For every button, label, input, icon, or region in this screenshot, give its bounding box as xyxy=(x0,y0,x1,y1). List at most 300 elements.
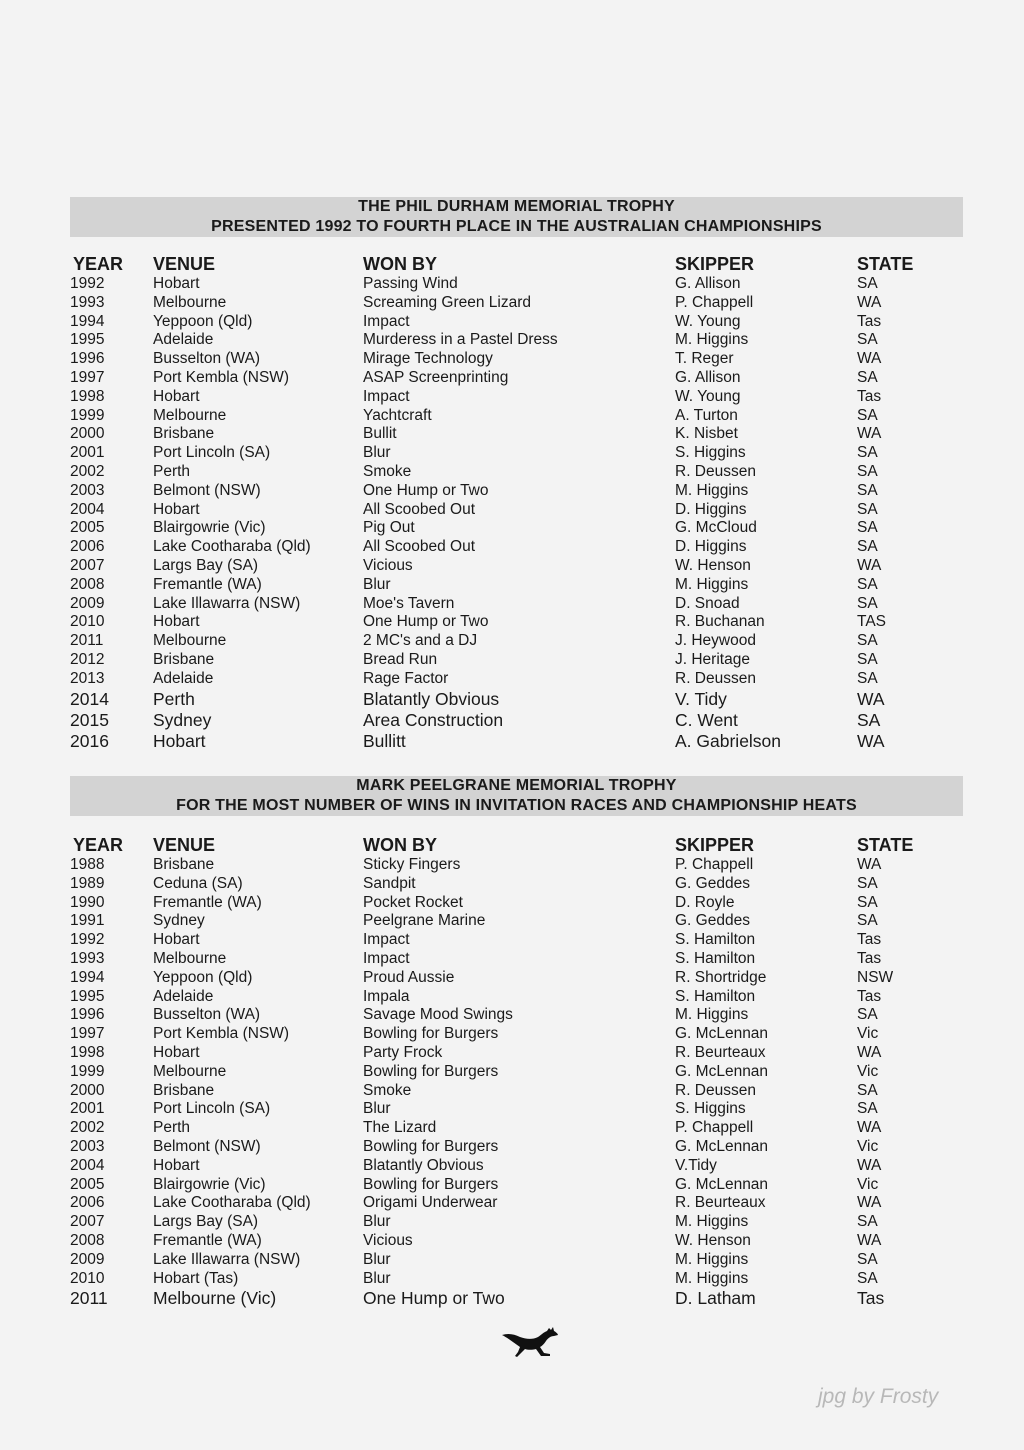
cell-year: 1993 xyxy=(70,293,105,311)
cell-year: 2004 xyxy=(70,1156,105,1174)
cell-venue: Melbourne (Vic) xyxy=(153,1288,277,1309)
cell-won-by: Mirage Technology xyxy=(363,350,493,368)
cell-year: 2003 xyxy=(70,1137,105,1155)
cell-state: SA xyxy=(857,462,878,480)
cell-state: SA xyxy=(857,406,878,424)
table-row xyxy=(70,407,966,426)
cell-venue: Melbourne xyxy=(153,632,227,650)
cell-year: 2006 xyxy=(70,1194,105,1212)
table-row xyxy=(70,313,966,332)
cell-year: 2006 xyxy=(70,538,105,556)
cell-skipper: J. Heywood xyxy=(675,632,756,650)
table-row xyxy=(70,350,966,369)
cell-venue: Perth xyxy=(153,1119,191,1137)
cell-won-by: Blur xyxy=(363,1213,391,1231)
cell-state: Vic xyxy=(857,1025,879,1043)
cell-skipper: P. Chappell xyxy=(675,1119,754,1137)
header-venue: VENUE xyxy=(153,254,216,274)
cell-won-by: Smoke xyxy=(363,1081,412,1099)
cell-year: 1993 xyxy=(70,949,105,967)
cell-year: 1995 xyxy=(70,987,105,1005)
cell-won-by: Proud Aussie xyxy=(363,968,455,986)
cell-year: 1994 xyxy=(70,968,105,986)
cell-won-by: Bread Run xyxy=(363,650,438,668)
cell-venue: Hobart xyxy=(153,730,206,751)
cell-skipper: M. Higgins xyxy=(675,1269,749,1287)
cell-won-by: Blur xyxy=(363,1269,391,1287)
trophy-title: THE PHIL DURHAM MEMORIAL TROPHY xyxy=(358,198,675,215)
table-row xyxy=(70,275,966,294)
cell-won-by: Bowling for Burgers xyxy=(363,1025,499,1043)
cell-won-by: Blur xyxy=(363,575,391,593)
cell-state: SA xyxy=(857,874,878,892)
cell-skipper: M. Higgins xyxy=(675,481,749,499)
table-row xyxy=(70,331,966,350)
table-row xyxy=(70,1157,966,1176)
cell-venue: Brisbane xyxy=(153,1081,215,1099)
table-row xyxy=(70,1100,966,1119)
table-row xyxy=(70,1044,966,1063)
cell-year: 1996 xyxy=(70,1006,105,1024)
cell-venue: Melbourne xyxy=(153,293,227,311)
table-row xyxy=(70,1025,966,1044)
cell-venue: Port Lincoln (SA) xyxy=(153,1100,271,1118)
cell-skipper: S. Hamilton xyxy=(675,931,756,949)
cell-skipper: D. Latham xyxy=(675,1288,756,1309)
table-row xyxy=(70,969,966,988)
cell-won-by: ASAP Screenprinting xyxy=(363,368,509,386)
cell-year: 2011 xyxy=(70,632,104,650)
cell-state: WA xyxy=(857,688,885,709)
cell-venue: Hobart xyxy=(153,275,200,292)
cell-won-by: Blatantly Obvious xyxy=(363,688,500,709)
cell-state: SA xyxy=(857,1100,878,1118)
cell-skipper: R. Beurteaux xyxy=(675,1194,766,1212)
cell-skipper: G. McCloud xyxy=(675,519,757,537)
cell-state: SA xyxy=(857,444,878,462)
cell-state: SA xyxy=(857,500,878,518)
cell-year: 1988 xyxy=(70,856,105,873)
table-row xyxy=(70,1082,966,1101)
cell-venue: Port Kembla (NSW) xyxy=(153,368,290,386)
cell-skipper: R. Beurteaux xyxy=(675,1043,766,1061)
cell-state: WA xyxy=(857,856,882,873)
cell-skipper: A. Turton xyxy=(675,406,738,424)
cell-year: 2009 xyxy=(70,1250,105,1268)
cell-venue: Adelaide xyxy=(153,669,214,687)
cell-won-by: Pig Out xyxy=(363,519,415,537)
cell-state: SA xyxy=(857,368,878,386)
cell-year: 1999 xyxy=(70,406,105,424)
cell-skipper: G. McLennan xyxy=(675,1025,769,1043)
cell-state: SA xyxy=(857,632,878,650)
cell-year: 2016 xyxy=(70,730,109,751)
cell-venue: Hobart xyxy=(153,1043,200,1061)
cell-venue: Belmont (NSW) xyxy=(153,1137,261,1155)
winners-table xyxy=(70,253,966,752)
header-state: STATE xyxy=(857,835,914,855)
table-row xyxy=(70,1063,966,1082)
header-state: STATE xyxy=(857,254,914,274)
cell-won-by: One Hump or Two xyxy=(363,481,489,499)
header-skipper: SKIPPER xyxy=(675,254,755,274)
cell-skipper: W. Young xyxy=(675,312,741,330)
cell-state: WA xyxy=(857,556,882,574)
table-row xyxy=(70,1176,966,1195)
cell-venue: Sydney xyxy=(153,912,205,930)
table-row xyxy=(70,519,966,538)
cell-year: 1989 xyxy=(70,874,105,892)
table-row xyxy=(70,557,966,576)
table-row xyxy=(70,1006,966,1025)
cell-state: WA xyxy=(857,293,882,311)
trophy-title: MARK PEELGRANE MEMORIAL TROPHY xyxy=(356,777,677,794)
mark-peelgrane-trophy-section xyxy=(70,776,963,1309)
cell-state: NSW xyxy=(857,968,894,986)
cell-state: SA xyxy=(857,1269,878,1287)
cell-skipper: M. Higgins xyxy=(675,1213,749,1231)
cell-won-by: Vicious xyxy=(363,1231,413,1249)
cell-skipper: G. McLennan xyxy=(675,1175,769,1193)
cell-skipper: K. Nisbet xyxy=(675,425,738,443)
cell-year: 2001 xyxy=(70,444,105,462)
cell-won-by: Moe's Tavern xyxy=(363,594,455,612)
cell-won-by: One Hump or Two xyxy=(363,613,489,631)
cell-venue: Port Lincoln (SA) xyxy=(153,444,271,462)
header-skipper: SKIPPER xyxy=(675,835,755,855)
table-header-row xyxy=(70,253,966,275)
cell-state: SA xyxy=(857,1006,878,1024)
cell-venue: Belmont (NSW) xyxy=(153,481,261,499)
cell-skipper: V.Tidy xyxy=(675,1156,717,1174)
cell-state: Tas xyxy=(857,387,882,405)
table-row xyxy=(70,463,966,482)
cell-skipper: R. Deussen xyxy=(675,1081,756,1099)
cell-won-by: Bullitt xyxy=(363,730,406,751)
cell-venue: Blairgowrie (Vic) xyxy=(153,1175,266,1193)
photo-credit: jpg by Frosty xyxy=(818,1385,939,1408)
cell-year: 2005 xyxy=(70,1175,105,1193)
cell-state: SA xyxy=(857,650,878,668)
cell-state: WA xyxy=(857,1156,882,1174)
cell-won-by: All Scoobed Out xyxy=(363,538,476,556)
cell-venue: Adelaide xyxy=(153,331,214,349)
cell-skipper: D. Higgins xyxy=(675,500,747,518)
cell-won-by: Yachtcraft xyxy=(363,406,432,424)
cell-won-by: Rage Factor xyxy=(363,669,449,687)
cell-state: Tas xyxy=(857,949,882,967)
table-row xyxy=(70,388,966,407)
cell-won-by: Screaming Green Lizard xyxy=(363,293,531,311)
table-row xyxy=(70,1119,966,1138)
cell-venue: Lake Cootharaba (Qld) xyxy=(153,1194,311,1212)
cell-year: 2010 xyxy=(70,613,105,631)
cell-year: 1992 xyxy=(70,931,105,949)
cell-state: SA xyxy=(857,575,878,593)
cell-venue: Ceduna (SA) xyxy=(153,874,243,892)
cell-won-by: Bullit xyxy=(363,425,397,443)
cell-year: 1995 xyxy=(70,331,105,349)
cell-state: SA xyxy=(857,893,878,911)
cell-year: 2001 xyxy=(70,1100,105,1118)
cell-skipper: C. Went xyxy=(675,709,738,730)
cell-won-by: Vicious xyxy=(363,556,413,574)
cell-state: WA xyxy=(857,1119,882,1137)
cell-won-by: Impact xyxy=(363,949,410,967)
cell-venue: Yeppoon (Qld) xyxy=(153,312,253,330)
cell-state: Vic xyxy=(857,1175,879,1193)
cell-year: 1998 xyxy=(70,387,105,405)
cell-skipper: M. Higgins xyxy=(675,575,749,593)
cell-venue: Perth xyxy=(153,462,191,480)
table-row xyxy=(70,1232,966,1251)
cell-skipper: A. Gabrielson xyxy=(675,730,782,751)
cell-won-by: Blur xyxy=(363,444,391,462)
cell-venue: Perth xyxy=(153,688,195,709)
cell-state: Vic xyxy=(857,1137,879,1155)
cell-won-by: Impact xyxy=(363,387,410,405)
header-venue: VENUE xyxy=(153,835,216,855)
cell-won-by: Blur xyxy=(363,1100,391,1118)
cell-venue: Fremantle (WA) xyxy=(153,893,262,911)
cell-venue: Melbourne xyxy=(153,949,227,967)
cell-venue: Busselton (WA) xyxy=(153,350,261,368)
cell-venue: Adelaide xyxy=(153,987,214,1005)
cell-year: 2002 xyxy=(70,1119,105,1137)
table-row xyxy=(70,988,966,1007)
table-row xyxy=(70,875,966,894)
table-row xyxy=(70,1288,966,1309)
cell-venue: Yeppoon (Qld) xyxy=(153,968,253,986)
cell-skipper: D. Higgins xyxy=(675,538,747,556)
cell-skipper: P. Chappell xyxy=(675,293,754,311)
cell-venue: Hobart xyxy=(153,500,200,518)
table-row xyxy=(70,1138,966,1157)
cell-year: 2008 xyxy=(70,1231,105,1249)
cell-venue: Lake Illawarra (NSW) xyxy=(153,594,301,612)
cell-venue: Brisbane xyxy=(153,650,215,668)
table-row xyxy=(70,710,966,731)
cell-state: SA xyxy=(857,709,881,730)
table-row xyxy=(70,595,966,614)
cell-state: Tas xyxy=(857,987,882,1005)
table-row xyxy=(70,1194,966,1213)
cell-skipper: W. Henson xyxy=(675,1231,751,1249)
cell-skipper: V. Tidy xyxy=(675,688,727,709)
cell-venue: Largs Bay (SA) xyxy=(153,556,259,574)
table-row xyxy=(70,689,966,710)
trophy-subtitle: FOR THE MOST NUMBER OF WINS IN INVITATION RACES AND CHAMPIONSHIP HEATS xyxy=(176,797,857,814)
cell-skipper: G. Geddes xyxy=(675,874,750,892)
cell-year: 1997 xyxy=(70,368,105,386)
cell-skipper: J. Heritage xyxy=(675,650,750,668)
cell-state: TAS xyxy=(857,613,886,631)
cell-skipper: M. Higgins xyxy=(675,1006,749,1024)
cell-skipper: G. McLennan xyxy=(675,1062,769,1080)
table-row xyxy=(70,482,966,501)
table-row xyxy=(70,931,966,950)
cell-venue: Lake Illawarra (NSW) xyxy=(153,1250,301,1268)
cell-won-by: Sticky Fingers xyxy=(363,856,461,873)
cell-state: SA xyxy=(857,912,878,930)
cell-skipper: T. Reger xyxy=(675,350,734,368)
cell-won-by: All Scoobed Out xyxy=(363,500,476,518)
cell-year: 2000 xyxy=(70,425,105,443)
cell-won-by: Impact xyxy=(363,312,410,330)
table-row xyxy=(70,294,966,313)
cell-venue: Lake Cootharaba (Qld) xyxy=(153,538,311,556)
cell-state: SA xyxy=(857,669,878,687)
cell-year: 2015 xyxy=(70,709,109,730)
cell-year: 2012 xyxy=(70,650,105,668)
cell-won-by: One Hump or Two xyxy=(363,1288,505,1309)
cell-skipper: S. Higgins xyxy=(675,1100,746,1118)
cell-year: 2007 xyxy=(70,1213,105,1231)
cell-won-by: Blur xyxy=(363,1250,391,1268)
table-row xyxy=(70,1213,966,1232)
cell-year: 1997 xyxy=(70,1025,105,1043)
table-header-row xyxy=(70,834,966,856)
cell-venue: Largs Bay (SA) xyxy=(153,1213,259,1231)
table-row xyxy=(70,613,966,632)
cell-venue: Blairgowrie (Vic) xyxy=(153,519,266,537)
cell-year: 2007 xyxy=(70,556,105,574)
cell-year: 2014 xyxy=(70,688,109,709)
cell-skipper: M. Higgins xyxy=(675,1250,749,1268)
cell-year: 1998 xyxy=(70,1043,105,1061)
table-row xyxy=(70,425,966,444)
cell-state: SA xyxy=(857,538,878,556)
cell-state: Vic xyxy=(857,1062,879,1080)
cell-won-by: Impact xyxy=(363,931,410,949)
cell-skipper: S. Hamilton xyxy=(675,949,756,967)
cell-skipper: R. Shortridge xyxy=(675,968,767,986)
cell-venue: Port Kembla (NSW) xyxy=(153,1025,290,1043)
table-row xyxy=(70,731,966,752)
cell-skipper: P. Chappell xyxy=(675,856,754,873)
cell-venue: Brisbane xyxy=(153,425,215,443)
cell-won-by: The Lizard xyxy=(363,1119,437,1137)
cell-year: 2009 xyxy=(70,594,105,612)
cell-won-by: Sandpit xyxy=(363,874,416,892)
cell-state: SA xyxy=(857,519,878,537)
cell-venue: Busselton (WA) xyxy=(153,1006,261,1024)
cell-venue: Hobart (Tas) xyxy=(153,1269,239,1287)
cell-won-by: Party Frock xyxy=(363,1043,443,1061)
table-row xyxy=(70,651,966,670)
table-row xyxy=(70,670,966,689)
cell-state: WA xyxy=(857,350,882,368)
cell-won-by: Passing Wind xyxy=(363,275,458,292)
cell-state: SA xyxy=(857,594,878,612)
cell-year: 1990 xyxy=(70,893,105,911)
cell-won-by: 2 MC's and a DJ xyxy=(363,632,478,650)
cell-state: SA xyxy=(857,331,878,349)
table-row xyxy=(70,912,966,931)
phil-durham-trophy-section xyxy=(70,197,963,752)
cell-state: WA xyxy=(857,1194,882,1212)
cell-won-by: Area Construction xyxy=(363,709,504,730)
table-row xyxy=(70,950,966,969)
trophy-subtitle: PRESENTED 1992 TO FOURTH PLACE IN THE AUSTRALIAN CHAMPIONSHIPS xyxy=(211,218,822,235)
cell-skipper: G. Allison xyxy=(675,368,741,386)
cell-state: WA xyxy=(857,1043,882,1061)
cell-skipper: W. Henson xyxy=(675,556,751,574)
cell-won-by: Peelgrane Marine xyxy=(363,912,486,930)
cell-won-by: Smoke xyxy=(363,462,412,480)
table-row xyxy=(70,369,966,388)
cell-year: 2010 xyxy=(70,1269,105,1287)
cell-year: 1999 xyxy=(70,1062,105,1080)
cell-state: WA xyxy=(857,425,882,443)
cell-won-by: Blatantly Obvious xyxy=(363,1156,484,1174)
kangaroo-icon xyxy=(500,1323,560,1359)
cell-won-by: Murderess in a Pastel Dress xyxy=(363,331,558,349)
cell-venue: Brisbane xyxy=(153,856,215,873)
cell-won-by: Savage Mood Swings xyxy=(363,1006,513,1024)
cell-won-by: Bowling for Burgers xyxy=(363,1062,499,1080)
table-row xyxy=(70,501,966,520)
cell-state: Tas xyxy=(857,931,882,949)
cell-state: SA xyxy=(857,1213,878,1231)
cell-state: SA xyxy=(857,275,878,292)
cell-year: 2003 xyxy=(70,481,105,499)
table-row xyxy=(70,1270,966,1289)
cell-year: 1992 xyxy=(70,275,105,292)
header-won-by: WON BY xyxy=(363,835,437,855)
cell-state: Tas xyxy=(857,1288,885,1309)
cell-venue: Fremantle (WA) xyxy=(153,575,262,593)
table-row xyxy=(70,856,966,875)
trophy-banner xyxy=(70,776,963,816)
cell-state: SA xyxy=(857,1250,878,1268)
table-row xyxy=(70,1251,966,1270)
cell-won-by: Pocket Rocket xyxy=(363,893,463,911)
cell-venue: Hobart xyxy=(153,931,200,949)
table-row xyxy=(70,576,966,595)
cell-state: WA xyxy=(857,1231,882,1249)
cell-skipper: D. Royle xyxy=(675,893,735,911)
cell-skipper: G. McLennan xyxy=(675,1137,769,1155)
trophy-banner xyxy=(70,197,963,237)
table-row xyxy=(70,538,966,557)
cell-year: 2005 xyxy=(70,519,105,537)
cell-state: WA xyxy=(857,730,885,751)
cell-year: 2000 xyxy=(70,1081,105,1099)
cell-year: 2002 xyxy=(70,462,105,480)
cell-venue: Sydney xyxy=(153,709,212,730)
cell-year: 1991 xyxy=(70,912,105,930)
cell-skipper: R. Deussen xyxy=(675,669,756,687)
cell-venue: Melbourne xyxy=(153,1062,227,1080)
cell-skipper: D. Snoad xyxy=(675,594,740,612)
cell-won-by: Bowling for Burgers xyxy=(363,1137,499,1155)
cell-venue: Hobart xyxy=(153,387,200,405)
table-row xyxy=(70,444,966,463)
cell-year: 2008 xyxy=(70,575,105,593)
cell-skipper: G. Geddes xyxy=(675,912,750,930)
cell-skipper: R. Deussen xyxy=(675,462,756,480)
cell-skipper: R. Buchanan xyxy=(675,613,765,631)
cell-skipper: G. Allison xyxy=(675,275,741,292)
cell-year: 2011 xyxy=(70,1288,108,1309)
cell-state: Tas xyxy=(857,312,882,330)
header-year: YEAR xyxy=(73,254,124,274)
cell-year: 1994 xyxy=(70,312,105,330)
cell-won-by: Origami Underwear xyxy=(363,1194,498,1212)
cell-venue: Hobart xyxy=(153,1156,200,1174)
table-row xyxy=(70,632,966,651)
